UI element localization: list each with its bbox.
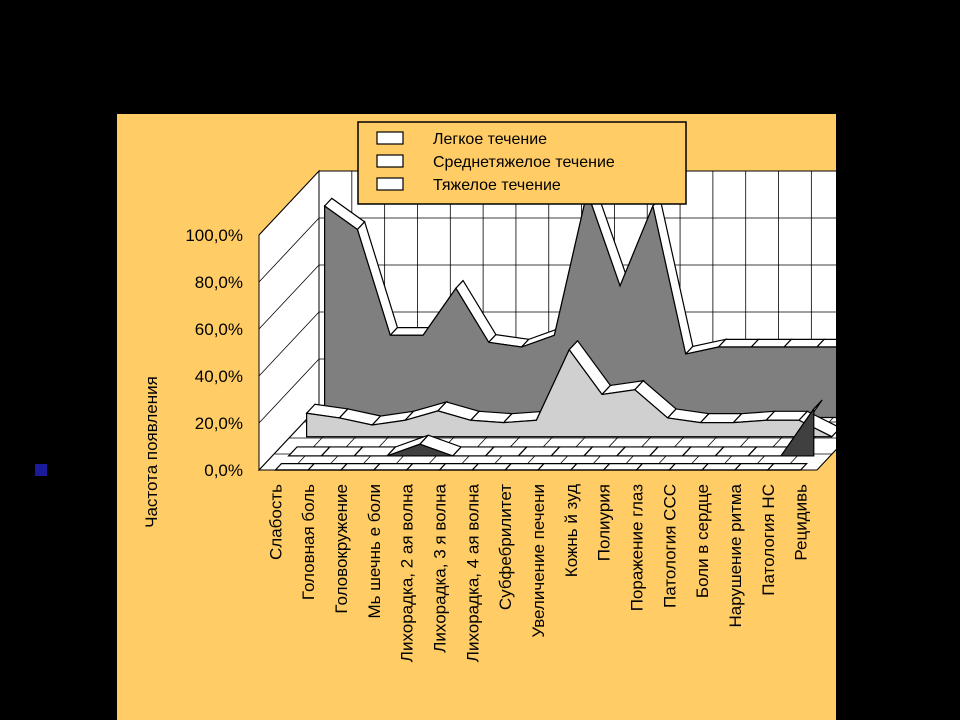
y-tick-label: 0,0% bbox=[204, 461, 243, 480]
x-tick-label: Патология НС bbox=[758, 484, 778, 596]
legend-swatch bbox=[377, 155, 403, 167]
x-tick-label: Полиурия bbox=[594, 484, 614, 562]
y-tick-label: 80,0% bbox=[194, 273, 243, 292]
x-tick-label: Поражение глаз bbox=[627, 484, 647, 612]
x-tick-label: Рецидивь bbox=[791, 484, 811, 561]
x-tick-label: Головная боль bbox=[299, 484, 319, 601]
chart-svg bbox=[117, 114, 836, 720]
x-tick-label: Боли в сердце bbox=[693, 484, 713, 599]
x-tick-label: Слабость bbox=[266, 484, 286, 560]
legend-entry-label: Среднетяжелое течение bbox=[433, 154, 615, 171]
legend-swatch bbox=[377, 132, 403, 144]
chart-panel bbox=[117, 114, 836, 720]
y-tick-label: 40,0% bbox=[194, 367, 243, 386]
y-tick-labels bbox=[185, 226, 243, 480]
x-tick-label: Лихорадка, 4 ая волна bbox=[463, 484, 483, 663]
chart-legend bbox=[358, 122, 686, 204]
x-tick-labels bbox=[266, 483, 810, 662]
legend-entry-label: Легкое течение bbox=[433, 131, 548, 148]
x-tick-label: Субфебрилитет bbox=[496, 484, 516, 611]
x-tick-label: Патология ССС bbox=[660, 484, 680, 608]
ribbon-top-segment bbox=[768, 464, 807, 470]
legend-entry-label: Тяжелое течение bbox=[433, 177, 561, 194]
y-axis-title: Частота появления bbox=[142, 376, 161, 528]
x-tick-label: Нарушение ритма bbox=[725, 484, 745, 628]
series-mild bbox=[275, 464, 806, 470]
x-tick-label: Увеличение печени bbox=[529, 484, 548, 638]
legend-swatch bbox=[377, 178, 403, 190]
y-tick-label: 20,0% bbox=[194, 414, 243, 433]
y-tick-label: 60,0% bbox=[194, 320, 243, 339]
x-tick-label: Мь шечнь е боли bbox=[364, 484, 384, 619]
bullet-icon bbox=[35, 464, 47, 476]
x-tick-label: Кожнь й зуд bbox=[561, 484, 581, 578]
x-tick-label: Лихорадка, 2 ая волна bbox=[397, 484, 417, 663]
x-tick-label: Лихорадка, 3 я волна bbox=[430, 484, 450, 653]
x-tick-label: Головокружение bbox=[332, 484, 352, 614]
y-tick-label: 100,0% bbox=[185, 226, 243, 245]
